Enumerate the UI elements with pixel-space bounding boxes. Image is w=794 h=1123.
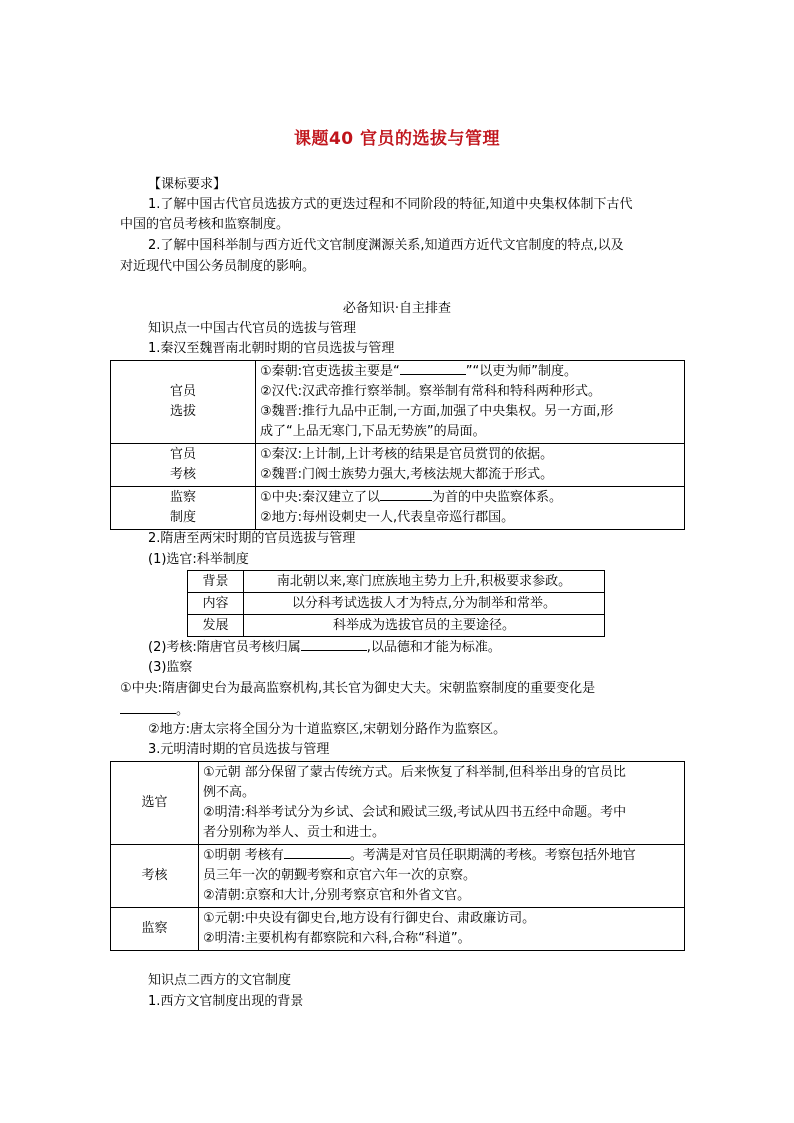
fill-blank[interactable] [120, 701, 176, 714]
subsection-2-item-3: (3)监察 [148, 660, 193, 675]
row-header-line: 官员 [169, 384, 196, 399]
table-cell [199, 908, 685, 951]
requirement-1-line-1: 1.了解中国古代官员选拔方式的更迭过程和不同阶段的特征,知道中央集权体制下古代 [148, 197, 633, 212]
cell-line: ②明清:科举考试分为乡试、会试和殿试三级,考试从四书五经中命题。考中 [203, 805, 627, 820]
table-row-header: 内容 [188, 593, 244, 615]
central-supervision-line-1: ①中央:隋唐御史台为最高监察机构,其长官为御史大夫。宋朝监察制度的重要变化是 [120, 681, 596, 696]
subsection-2-item-2 [148, 638, 501, 657]
table-row-header: 背景 [188, 571, 244, 593]
table-row [111, 487, 685, 530]
table-keju [187, 570, 605, 637]
subsection-1-title: 1.秦汉至魏晋南北朝时期的官员选拔与管理 [148, 341, 395, 356]
line-text: ,以品德和才能为标准。 [366, 640, 501, 655]
table-row [111, 361, 685, 444]
fill-blank[interactable] [400, 362, 466, 375]
row-header-line: 考核 [169, 467, 196, 482]
table-row-header: 选官 [111, 762, 199, 845]
cell-line: ②地方:每州设刺史一人,代表皇帝巡行郡国。 [260, 510, 515, 525]
cell-text: ①秦朝:官吏选拔主要是“ [260, 364, 400, 379]
table-row-header: 发展 [188, 615, 244, 637]
subsection-2-title: 2.隋唐至两宋时期的官员选拔与管理 [148, 531, 356, 546]
table-row [188, 571, 605, 593]
cell-line: 员三年一次的朝觐考察和京官六年一次的京察。 [203, 868, 477, 883]
table-cell [256, 361, 685, 444]
table-row-header: 考核 [111, 845, 199, 908]
fill-blank[interactable] [380, 488, 432, 501]
table-cell: 科举成为选拔官员的主要途径。 [244, 615, 605, 637]
cell-line [203, 846, 680, 866]
table-cell: 南北朝以来,寒门庶族地主势力上升,积极要求参政。 [244, 571, 605, 593]
table-row-header [111, 487, 256, 530]
cell-text: 。考满是对官员任职期满的考核。考察包括外地官 [349, 848, 636, 863]
cell-line: ②魏晋:门阀士族势力强大,考核法规大都流于形式。 [260, 467, 554, 482]
line-text: (2)考核:隋唐官员考核归属 [148, 640, 301, 655]
table-cell [199, 845, 685, 908]
table-row-header [111, 444, 256, 487]
knowledge-point-2-title: 知识点二西方的文官制度 [148, 973, 292, 988]
cell-line [260, 362, 680, 382]
cell-line: 者分别称为举人、贡士和进士。 [203, 825, 386, 840]
table-row [111, 762, 685, 845]
table-cell: 以分科考试选拔人才为特点,分为制举和常举。 [244, 593, 605, 615]
table-row [111, 845, 685, 908]
row-header-line: 选拔 [169, 404, 196, 419]
page-title: 课题40 官员的选拔与管理 [293, 129, 501, 149]
cell-line: ②清朝:京察和大计,分别考察京官和外省文官。 [203, 888, 471, 903]
table-cell [256, 444, 685, 487]
table-cell [256, 487, 685, 530]
cell-line: ②汉代:汉武帝推行察举制。察举制有常科和特科两种形式。 [260, 384, 602, 399]
cell-line: 例不高。 [203, 785, 256, 800]
fill-blank[interactable] [301, 638, 367, 651]
subsection-2-item-1: (1)选官:科举制度 [148, 552, 249, 567]
knowledge-point-1-title: 知识点一中国古代官员的选拔与管理 [148, 321, 357, 336]
table-row [188, 615, 605, 637]
curriculum-heading: 【课标要求】 [148, 177, 227, 192]
table-row [111, 444, 685, 487]
subsection-3-title: 3.元明清时期的官员选拔与管理 [148, 742, 330, 757]
row-header-line: 制度 [169, 510, 196, 525]
table-qin-han-wei-jin [110, 360, 685, 530]
row-header-line: 官员 [169, 447, 196, 462]
cell-text: ”“以吏为师”制度。 [465, 364, 577, 379]
local-supervision-line: ②地方:唐太宗将全国分为十道监察区,宋朝划分路作为监察区。 [148, 722, 507, 737]
requirement-1-line-2: 中国的官员考核和监察制度。 [120, 217, 290, 232]
cell-line: ①元朝:中央设有御史台,地方设有行御史台、肃政廉访司。 [203, 911, 536, 926]
table-row-header [111, 361, 256, 444]
requirement-2-line-1: 2.了解中国科举制与西方近代文官制度渊源关系,知道西方近代文官制度的特点,以及 [148, 238, 624, 253]
table-row-header: 监察 [111, 908, 199, 951]
requirement-2-line-2: 对近现代中国公务员制度的影响。 [120, 259, 316, 274]
cell-text: ①明朝 考核有 [203, 848, 284, 863]
central-supervision-line-2 [120, 701, 189, 720]
cell-line: ①元朝 部分保留了蒙古传统方式。后来恢复了科举制,但科举出身的官员比 [203, 765, 626, 780]
table-yuan-ming-qing [110, 761, 685, 951]
cell-line: 成了“上品无寒门,下品无势族”的局面。 [260, 424, 486, 439]
cell-text: 为首的中央监察体系。 [432, 490, 563, 505]
row-header-line: 监察 [169, 490, 196, 505]
section-title: 必备知识·自主排查 [342, 301, 452, 316]
cell-line [260, 488, 680, 508]
table-row [188, 593, 605, 615]
cell-line: ③魏晋:推行九品中正制,一方面,加强了中央集权。另一方面,形 [260, 404, 614, 419]
knowledge-point-2-sub-1: 1.西方文官制度出现的背景 [148, 994, 304, 1009]
cell-line: ②明清:主要机构有都察院和六科,合称“科道”。 [203, 931, 471, 946]
fill-blank[interactable] [284, 846, 350, 859]
cell-line: ①秦汉:上计制,上计考核的结果是官员赏罚的依据。 [260, 447, 554, 462]
cell-text: ①中央:秦汉建立了以 [260, 490, 381, 505]
table-cell [199, 762, 685, 845]
line-text: 。 [176, 703, 190, 718]
table-row [111, 908, 685, 951]
